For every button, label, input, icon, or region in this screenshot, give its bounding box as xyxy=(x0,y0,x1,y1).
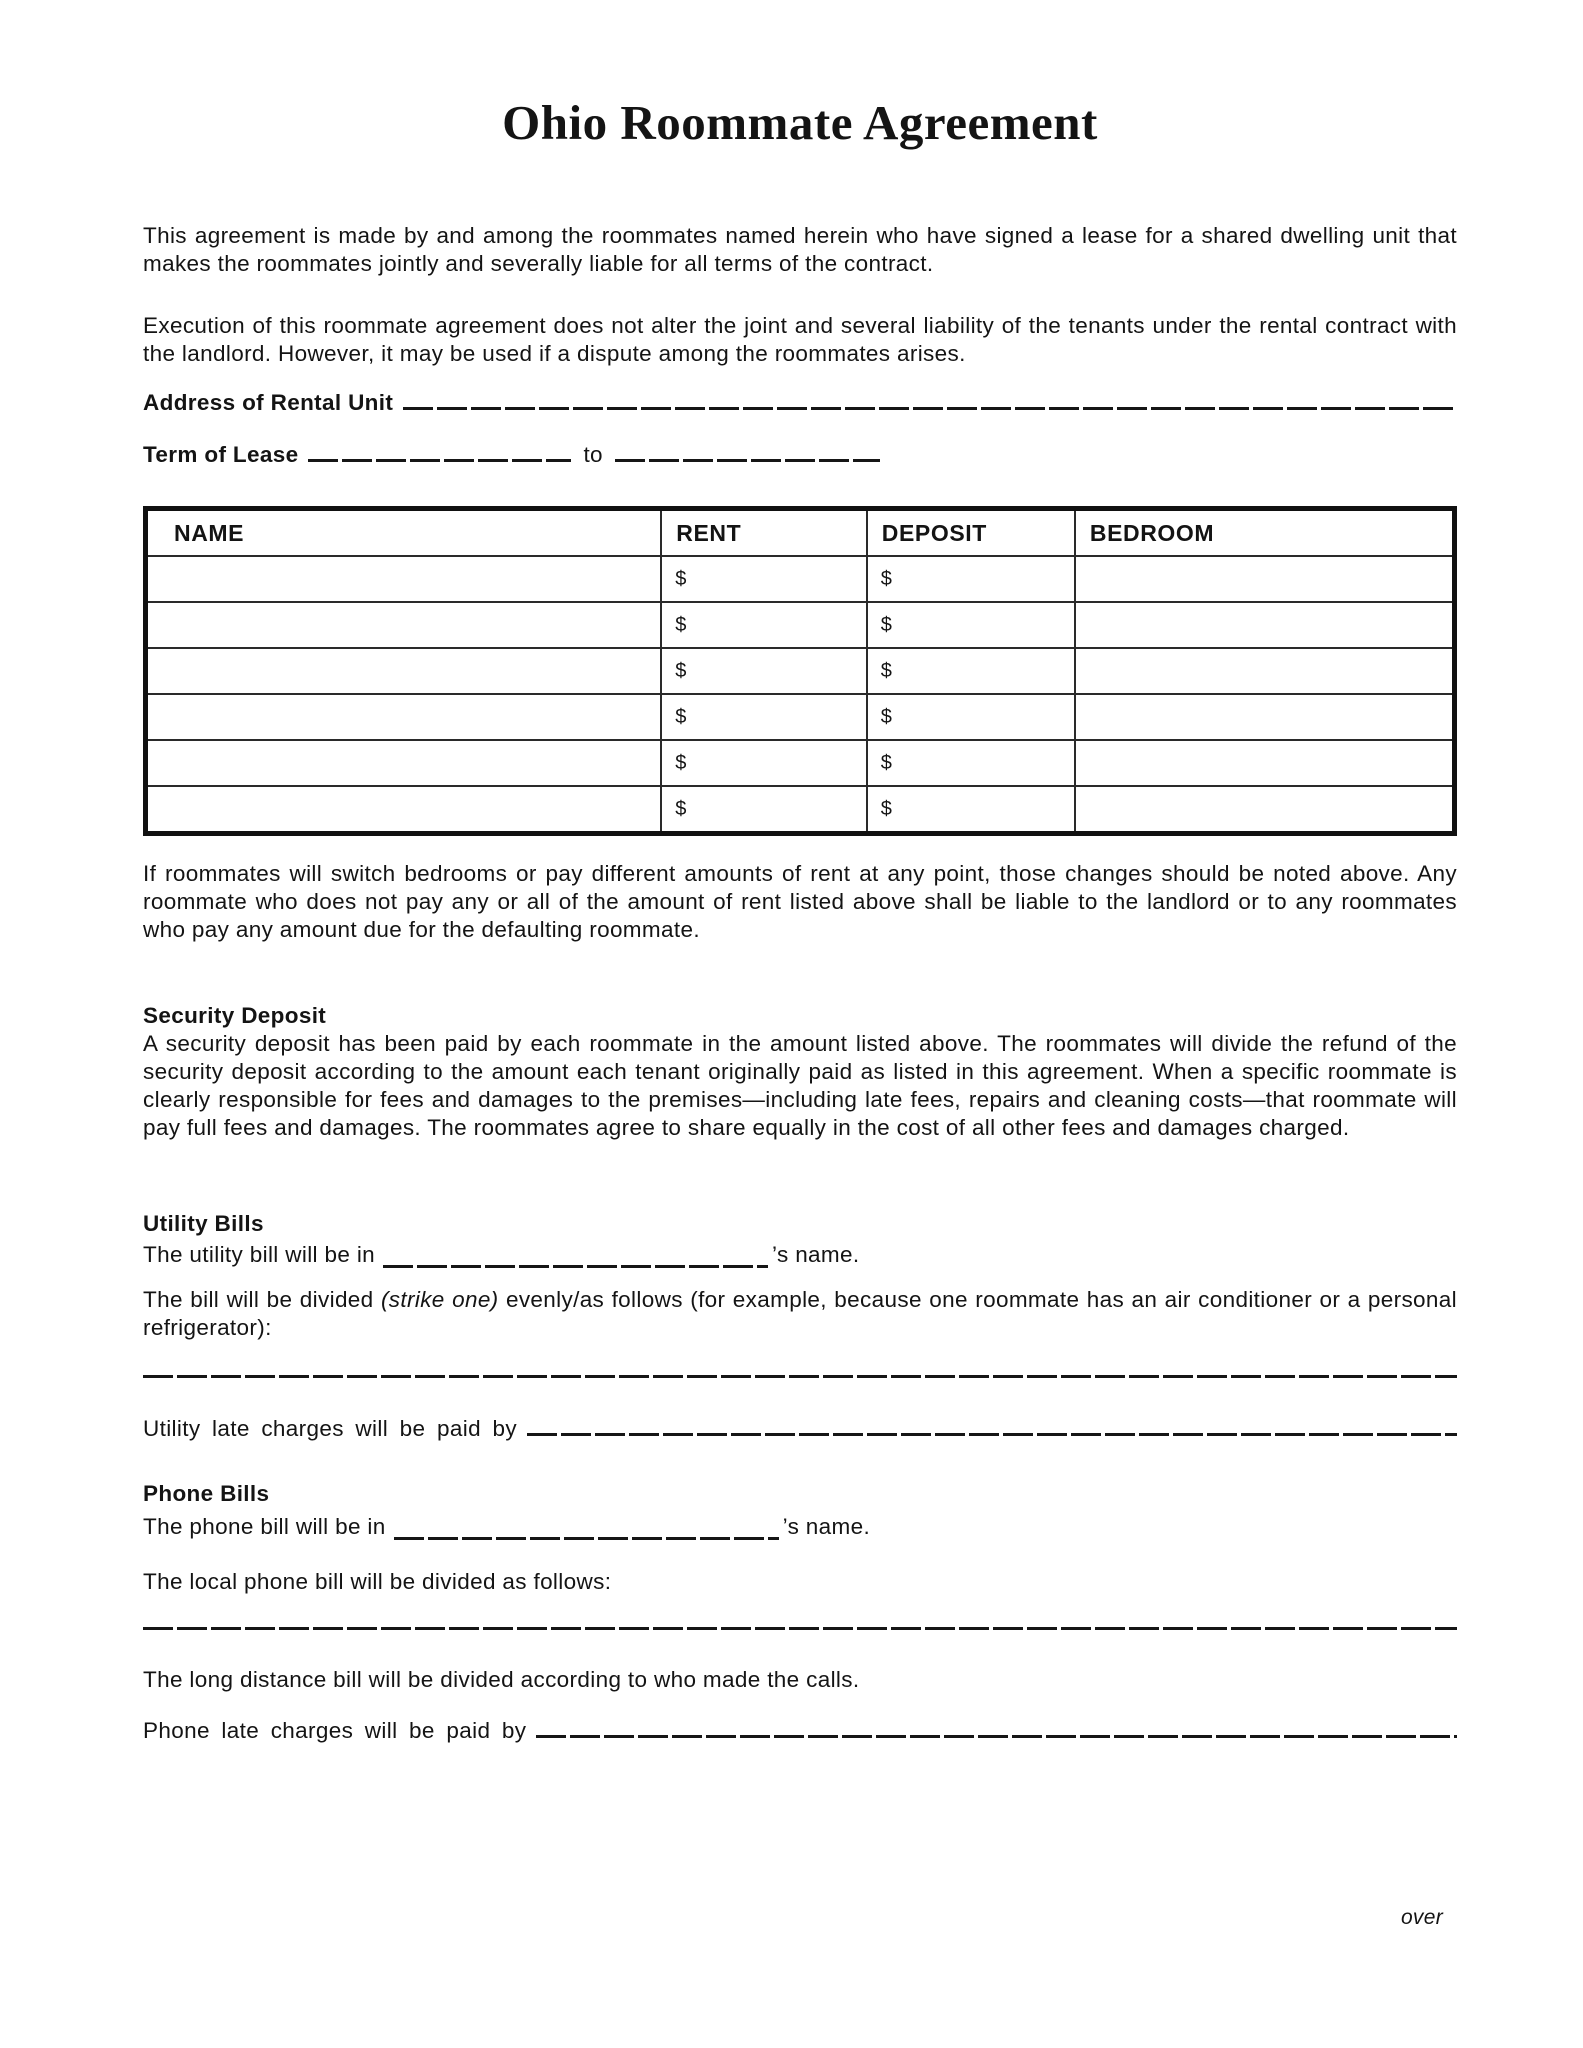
term-of-lease-row xyxy=(143,440,1457,470)
utility-bills-section xyxy=(143,1210,1457,1444)
bedroom-cell[interactable] xyxy=(1075,556,1455,602)
deposit-cell[interactable]: $ xyxy=(867,602,1075,648)
rent-cell[interactable]: $ xyxy=(661,556,867,602)
bedroom-cell[interactable] xyxy=(1075,648,1455,694)
deposit-cell[interactable]: $ xyxy=(867,648,1075,694)
term-label: Term of Lease xyxy=(143,442,299,467)
table-row xyxy=(146,602,1455,648)
phone-late-charges-label: Phone late charges will be paid by xyxy=(143,1718,527,1743)
rent-cell[interactable]: $ xyxy=(661,648,867,694)
phone-local-blank-field[interactable] xyxy=(143,1610,1457,1630)
utility-divided-blank-field[interactable] xyxy=(143,1358,1457,1378)
over-note: over xyxy=(1400,1906,1443,1929)
bedroom-cell[interactable] xyxy=(1075,786,1455,834)
rent-cell[interactable]: $ xyxy=(661,602,867,648)
name-cell[interactable] xyxy=(146,740,662,786)
deposit-cell[interactable]: $ xyxy=(867,786,1075,834)
utility-name-blank-field[interactable] xyxy=(383,1248,768,1268)
security-deposit-paragraph: A security deposit has been paid by each roommate in the amount listed above. The roommates will divide the refund of the security deposit according to the amount each tenant originally paid as listed in this agreement. When a specific roommate is clearly responsible for fees and damages to the premises—including late fees, repairs and cleaning costs—that roommate will pay full fees and damages. The roommates agree to share equally in the cost of all other fees and damages charged. xyxy=(143,1031,1457,1140)
phone-name-line xyxy=(143,1512,1457,1542)
phone-bills-heading: Phone Bills xyxy=(143,1481,270,1506)
bedroom-cell[interactable] xyxy=(1075,694,1455,740)
phone-local-answer-line xyxy=(143,1610,1457,1638)
term-to-text: to xyxy=(583,442,603,467)
phone-name-suffix: ’s name. xyxy=(782,1514,871,1539)
column-header-bedroom: BEDROOM xyxy=(1075,509,1455,557)
utility-late-charges-row xyxy=(143,1414,1457,1444)
term-end-blank-field[interactable] xyxy=(615,442,880,462)
utility-late-charges-label: Utility late charges will be paid by xyxy=(143,1416,518,1441)
bedroom-cell[interactable] xyxy=(1075,740,1455,786)
name-cell[interactable] xyxy=(146,694,662,740)
phone-long-distance-line: The long distance bill will be divided according to who made the calls. xyxy=(143,1667,860,1692)
name-cell[interactable] xyxy=(146,786,662,834)
address-row xyxy=(143,388,1457,418)
table-row xyxy=(146,694,1455,740)
utility-name-line xyxy=(143,1240,1457,1270)
table-header-row xyxy=(146,509,1455,557)
rent-cell[interactable]: $ xyxy=(661,694,867,740)
utility-divided-line xyxy=(143,1286,1457,1342)
address-blank-field[interactable] xyxy=(403,390,1457,410)
deposit-cell[interactable]: $ xyxy=(867,740,1075,786)
rent-cell[interactable]: $ xyxy=(661,786,867,834)
utility-name-suffix: ’s name. xyxy=(772,1242,860,1267)
strike-one-note: (strike one) xyxy=(380,1287,499,1312)
rent-cell[interactable]: $ xyxy=(661,740,867,786)
term-start-blank-field[interactable] xyxy=(308,442,571,462)
table-row xyxy=(146,786,1455,834)
address-label: Address of Rental Unit xyxy=(143,390,394,415)
column-header-name: NAME xyxy=(146,509,662,557)
phone-local-line: The local phone bill will be divided as follows: xyxy=(143,1569,612,1594)
utility-late-charges-blank-field[interactable] xyxy=(527,1416,1457,1436)
phone-name-prefix: The phone bill will be in xyxy=(143,1514,386,1539)
column-header-rent: RENT xyxy=(661,509,867,557)
document-content xyxy=(143,0,1457,1930)
name-cell[interactable] xyxy=(146,556,662,602)
intro-paragraph-1: This agreement is made by and among the roommates named herein who have signed a lease for a shared dwelling unit that makes the roommates jointly and severally liable for all terms of the contract. xyxy=(143,223,1457,276)
utility-bills-heading: Utility Bills xyxy=(143,1211,264,1236)
utility-divided-answer-line xyxy=(143,1358,1457,1386)
phone-late-charges-row xyxy=(143,1716,1457,1746)
table-row xyxy=(146,648,1455,694)
name-cell[interactable] xyxy=(146,648,662,694)
phone-name-blank-field[interactable] xyxy=(394,1520,779,1540)
column-header-deposit: DEPOSIT xyxy=(867,509,1075,557)
bedroom-cell[interactable] xyxy=(1075,602,1455,648)
phone-bills-section xyxy=(143,1480,1457,1746)
table-row xyxy=(146,556,1455,602)
table-row xyxy=(146,740,1455,786)
security-deposit-heading: Security Deposit xyxy=(143,1003,327,1028)
page-title: Ohio Roommate Agreement xyxy=(502,95,1098,150)
deposit-cell[interactable]: $ xyxy=(867,556,1075,602)
intro-paragraph-2: Execution of this roommate agreement does not alter the joint and several liability of the tenants under the rental contract with the landlord. However, it may be used if a dispute among the roommates arises. xyxy=(143,313,1457,366)
utility-divided-prefix: The bill will be divided xyxy=(143,1287,381,1312)
roommate-table xyxy=(143,506,1457,836)
deposit-cell[interactable]: $ xyxy=(867,694,1075,740)
utility-name-prefix: The utility bill will be in xyxy=(143,1242,376,1267)
utility-divided-suffix: evenly/as follows (for example, because one roommate has an air conditioner or a personal refrigerator): xyxy=(143,1287,1457,1340)
rent-note-paragraph: If roommates will switch bedrooms or pay different amounts of rent at any point, those changes should be noted above. Any roommate who does not pay any or all of the amount of rent listed above shall be liable to the landlord or to any roommates who pay any amount due for the defaulting roommate. xyxy=(143,861,1457,942)
phone-late-charges-blank-field[interactable] xyxy=(536,1718,1457,1738)
name-cell[interactable] xyxy=(146,602,662,648)
